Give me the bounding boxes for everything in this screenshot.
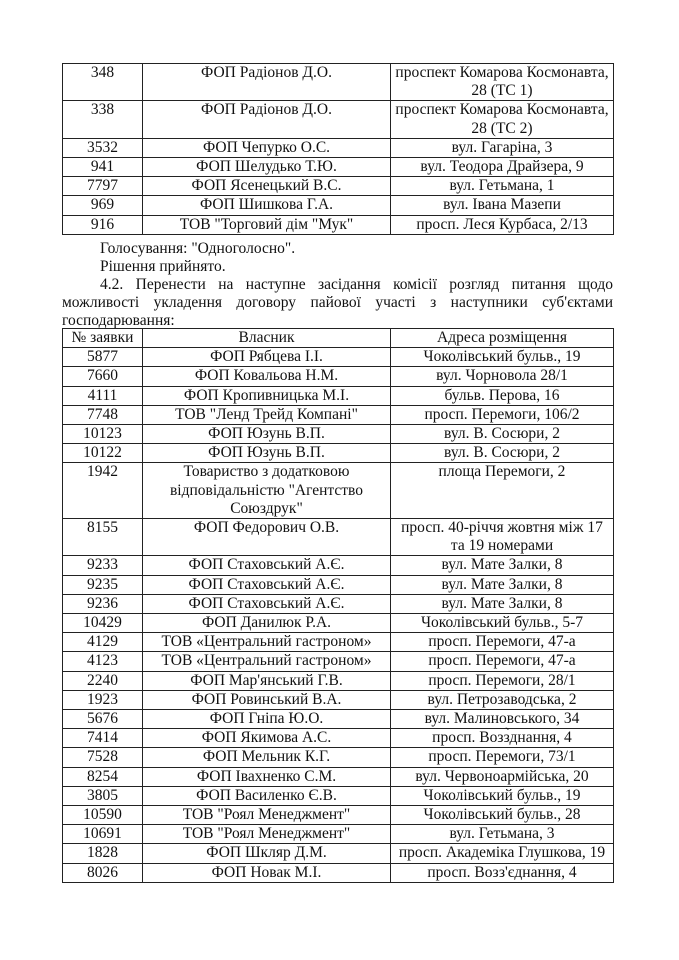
cell-address: просп. Возз̀днання, 4 (391, 729, 614, 748)
cell-address: Чоколівський бульв., 5-7 (391, 614, 614, 633)
table-row (63, 806, 614, 825)
cell-address: просп. Перемоги, 106/2 (391, 405, 614, 424)
cell-address: просп. Возз'єднання, 4 (391, 863, 614, 882)
cell-application-number: 348 (63, 64, 143, 101)
cell-owner: ТОВ "Торговий дім "Мук" (143, 215, 391, 234)
table-row (63, 367, 614, 386)
voting-result: Голосування: "Одноголосно". (100, 240, 296, 257)
cell-owner: ФОП Ясенецький В.С. (143, 177, 391, 196)
cell-address: вул. Чорновола 28/1 (391, 367, 614, 386)
cell-owner: ФОП Мар'янський Г.В. (143, 671, 391, 690)
cell-owner: ФОП Радіонов Д.О. (143, 101, 391, 138)
table-row (63, 177, 614, 196)
cell-owner: ФОП Ровинський В.А. (143, 690, 391, 709)
table-row (63, 614, 614, 633)
cell-application-number: 941 (63, 158, 143, 177)
cell-application-number: 338 (63, 101, 143, 138)
cell-owner: ФОП Кропивницька М.І. (143, 386, 391, 405)
cell-owner: ФОП Рябцева І.І. (143, 348, 391, 367)
item-4-2-line-2: можливості укладення договору пайової участі з наступники суб'єктами (62, 294, 613, 311)
cell-application-number: 9233 (63, 556, 143, 575)
table-row (63, 863, 614, 882)
cell-application-number: 3805 (63, 786, 143, 805)
cell-address: просп. Перемоги, 47-а (391, 633, 614, 652)
cell-owner: ФОП Шкляр Д.М. (143, 844, 391, 863)
cell-application-number: 969 (63, 196, 143, 215)
cell-address: площа Перемоги, 2 (391, 463, 614, 519)
table-row (63, 463, 614, 519)
table-row (63, 652, 614, 671)
decision-text: Рішення прийнято. (100, 258, 226, 275)
table-row (63, 158, 614, 177)
table-row (63, 519, 614, 556)
cell-application-number: 1942 (63, 463, 143, 519)
cell-address: вул. Гетьмана, 1 (391, 177, 614, 196)
cell-application-number: 1828 (63, 844, 143, 863)
cell-address: просп. Леся Курбаса, 2/13 (391, 215, 614, 234)
cell-owner: ФОП Василенко Є.В. (143, 786, 391, 805)
cell-address: просп. Перемоги, 47-а (391, 652, 614, 671)
cell-owner: ФОП Стаховський А.Є. (143, 594, 391, 613)
cell-application-number: 7797 (63, 177, 143, 196)
cell-address: Чоколівський бульв., 19 (391, 786, 614, 805)
cell-owner: ФОП Чепурко О.С. (143, 138, 391, 157)
cell-owner: ФОП Шелудько Т.Ю. (143, 158, 391, 177)
cell-application-number: 10122 (63, 444, 143, 463)
cell-address: Чоколівський бульв., 19 (391, 348, 614, 367)
cell-address: вул. Мате Залки, 8 (391, 575, 614, 594)
cell-address: вул. Червоноармійська, 20 (391, 767, 614, 786)
table-row (63, 748, 614, 767)
cell-owner: ФОП Мельник К.Г. (143, 748, 391, 767)
cell-address: просп. Перемоги, 28/1 (391, 671, 614, 690)
cell-owner: ФОП Юзунь В.П. (143, 444, 391, 463)
header-address: Адреса розміщення (391, 329, 614, 348)
cell-application-number: 10429 (63, 614, 143, 633)
table-row (63, 690, 614, 709)
cell-owner: ФОП Федорович О.В. (143, 519, 391, 556)
cell-address: проспект Комарова Космонавта, 28 (ТС 2) (391, 101, 614, 138)
cell-application-number: 10590 (63, 806, 143, 825)
cell-application-number: 5676 (63, 710, 143, 729)
table-row (63, 633, 614, 652)
table-row (63, 767, 614, 786)
cell-application-number: 916 (63, 215, 143, 234)
applications-table-2 (62, 328, 614, 883)
cell-address: вул. В. Сосюри, 2 (391, 425, 614, 444)
cell-address: вул. Івана Мазепи (391, 196, 614, 215)
cell-owner: ФОП Стаховський А.Є. (143, 556, 391, 575)
cell-application-number: 3532 (63, 138, 143, 157)
cell-application-number: 4111 (63, 386, 143, 405)
cell-address: проспект Комарова Космонавта, 28 (ТС 1) (391, 64, 614, 101)
cell-application-number: 1923 (63, 690, 143, 709)
cell-application-number: 8254 (63, 767, 143, 786)
cell-owner: ФОП Новак М.І. (143, 863, 391, 882)
table-row (63, 594, 614, 613)
table-row (63, 729, 614, 748)
cell-address: вул. Мате Залки, 8 (391, 594, 614, 613)
table-header-row (63, 329, 614, 348)
cell-address: просп. Академіка Глушкова, 19 (391, 844, 614, 863)
cell-address: вул. В. Сосюри, 2 (391, 444, 614, 463)
cell-owner: ТОВ "Ленд Трейд Компані" (143, 405, 391, 424)
cell-owner: ТОВ "Роял Менеджмент" (143, 825, 391, 844)
cell-owner: ТОВ "Роял Менеджмент" (143, 806, 391, 825)
cell-address: просп. 40-річчя жовтня між 17 та 19 номерами (391, 519, 614, 556)
cell-application-number: 5877 (63, 348, 143, 367)
cell-address: вул. Петрозаводська, 2 (391, 690, 614, 709)
cell-address: бульв. Перова, 16 (391, 386, 614, 405)
cell-application-number: 9236 (63, 594, 143, 613)
cell-owner: ФОП Шишкова Г.А. (143, 196, 391, 215)
applications-table-2-body (63, 348, 614, 883)
cell-owner: ТОВ «Центральний гастроном» (143, 652, 391, 671)
table-row (63, 425, 614, 444)
cell-owner: Товариство з додатковою відповідальністю "Агентство Союздрук" (143, 463, 391, 519)
header-application-number: № заявки (63, 329, 143, 348)
cell-owner: ФОП Радіонов Д.О. (143, 64, 391, 101)
cell-application-number: 9235 (63, 575, 143, 594)
cell-address: вул. Гагаріна, 3 (391, 138, 614, 157)
item-4-2-line-3: господарювання: (62, 312, 175, 329)
cell-owner: ТОВ «Центральний гастроном» (143, 633, 391, 652)
header-owner: Власник (143, 329, 391, 348)
cell-application-number: 8026 (63, 863, 143, 882)
cell-address: вул. Теодора Драйзера, 9 (391, 158, 614, 177)
cell-address: Чоколівський бульв., 28 (391, 806, 614, 825)
cell-owner: ФОП Івахненко С.М. (143, 767, 391, 786)
table-row (63, 786, 614, 805)
table-row (63, 215, 614, 234)
item-4-2-text-1: 4.2. Перенести на наступне засідання комісії розгляд питання щодо (100, 276, 613, 293)
applications-table-1 (62, 63, 614, 235)
table-row (63, 138, 614, 157)
cell-owner: ФОП Юзунь В.П. (143, 425, 391, 444)
cell-owner: ФОП Гніпа Ю.О. (143, 710, 391, 729)
cell-address: вул. Мате Залки, 8 (391, 556, 614, 575)
cell-application-number: 7528 (63, 748, 143, 767)
cell-address: просп. Перемоги, 73/1 (391, 748, 614, 767)
cell-address: вул. Малиновського, 34 (391, 710, 614, 729)
cell-owner: ФОП Данилюк Р.А. (143, 614, 391, 633)
cell-application-number: 4123 (63, 652, 143, 671)
table-row (63, 844, 614, 863)
cell-owner: ФОП Стаховський А.Є. (143, 575, 391, 594)
table-row (63, 825, 614, 844)
cell-address: вул. Гетьмана, 3 (391, 825, 614, 844)
table-row (63, 196, 614, 215)
cell-application-number: 10123 (63, 425, 143, 444)
cell-application-number: 4129 (63, 633, 143, 652)
cell-application-number: 7660 (63, 367, 143, 386)
table-row (63, 348, 614, 367)
item-4-2-line-1 (62, 276, 613, 294)
table-row (63, 556, 614, 575)
cell-owner: ФОП Ковальова Н.М. (143, 367, 391, 386)
table-row (63, 386, 614, 405)
table-row (63, 101, 614, 138)
table-row (63, 405, 614, 424)
cell-application-number: 10691 (63, 825, 143, 844)
applications-table-1-body (63, 64, 614, 235)
cell-owner: ФОП Якимова А.С. (143, 729, 391, 748)
cell-application-number: 8155 (63, 519, 143, 556)
table-row (63, 64, 614, 101)
table-row (63, 575, 614, 594)
table-row (63, 710, 614, 729)
cell-application-number: 7748 (63, 405, 143, 424)
cell-application-number: 2240 (63, 671, 143, 690)
cell-application-number: 7414 (63, 729, 143, 748)
table-row (63, 671, 614, 690)
table-row (63, 444, 614, 463)
